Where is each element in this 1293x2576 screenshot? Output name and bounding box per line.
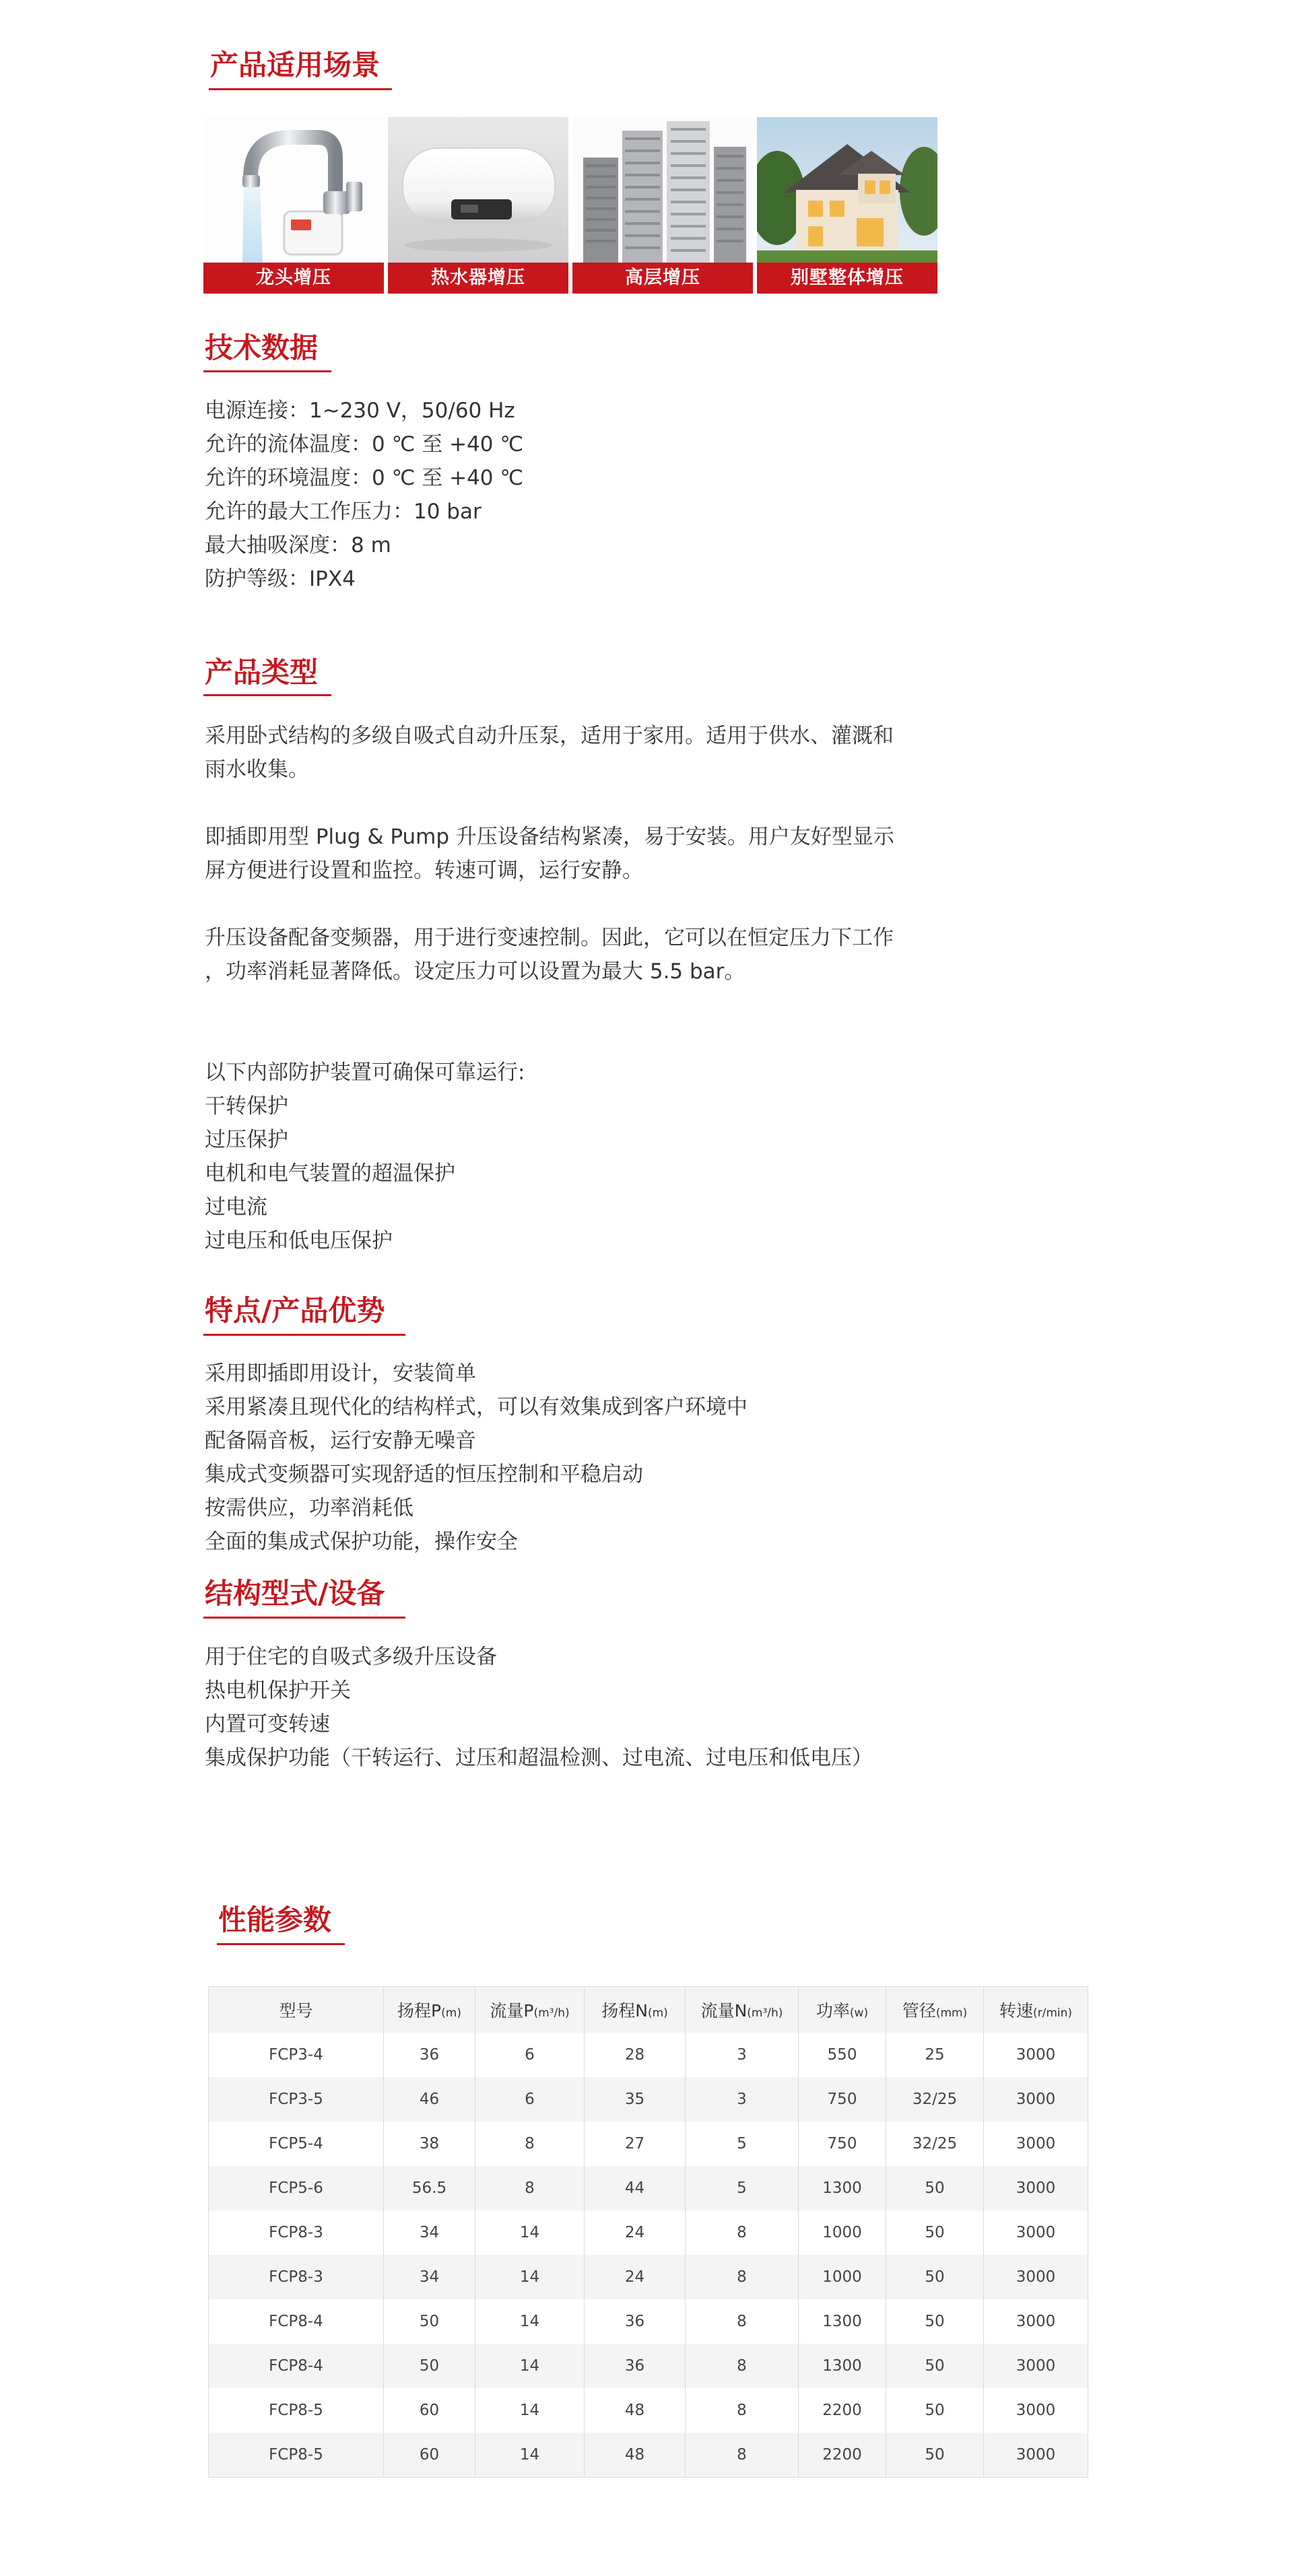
column-header: 扬程N(m) (585, 1987, 686, 2033)
table-cell: 48 (585, 2388, 686, 2433)
table-cell: 2200 (799, 2388, 886, 2433)
table-cell: 44 (585, 2166, 686, 2210)
column-header: 扬程P(m) (384, 1987, 475, 2033)
table-cell: FCP8-5 (209, 2433, 384, 2478)
table-cell: 50 (886, 2210, 984, 2255)
protection-list (205, 1056, 979, 1258)
table-cell: 3000 (984, 2388, 1088, 2433)
features-title: 特点/产品优势 (205, 1294, 385, 1327)
structure-title: 结构型式/设备 (205, 1577, 385, 1610)
table-cell: 34 (384, 2210, 475, 2255)
table-cell: 8 (475, 2166, 585, 2210)
table-cell: 50 (886, 2433, 984, 2478)
table-cell: 550 (799, 2033, 886, 2077)
feature-item: 采用紧凑且现代化的结构样式，可以有效集成到客户环境中 (205, 1395, 748, 1419)
table-cell: 3000 (984, 2077, 1088, 2122)
product-type-title-underline (203, 694, 331, 696)
table-cell: 6 (475, 2077, 585, 2122)
table-cell: 36 (585, 2299, 686, 2344)
table-cell: 35 (585, 2077, 686, 2122)
table-cell: 750 (799, 2122, 886, 2166)
features-title-underline (203, 1334, 405, 1336)
scene-tile-villa (757, 117, 937, 294)
table-cell: 14 (475, 2210, 585, 2255)
product-type-paragraph-2 (205, 820, 979, 887)
paragraph-line: 升压设备配备变频器，用于进行变速控制。因此，它可以在恒定压力下工作 (205, 926, 894, 950)
feature-item: 按需供应，功率消耗低 (205, 1496, 413, 1520)
table-cell: 8 (686, 2255, 799, 2299)
table-cell: 3000 (984, 2255, 1088, 2299)
performance-title: 性能参数 (218, 1903, 332, 1936)
table-cell: 1300 (799, 2166, 886, 2210)
table-cell: 3000 (984, 2033, 1088, 2077)
tech-line: 电源连接：1~230 V，50/60 Hz (205, 399, 515, 423)
table-cell: FCP8-3 (209, 2210, 384, 2255)
table-row (209, 2433, 1088, 2478)
paragraph-line: ，功率消耗显著降低。设定压力可以设置为最大 5.5 bar。 (205, 959, 745, 984)
table-cell: FCP3-4 (209, 2033, 384, 2077)
table-cell: 8 (686, 2344, 799, 2388)
table-row (209, 2122, 1088, 2166)
table-cell: FCP8-4 (209, 2344, 384, 2388)
table-cell: 1300 (799, 2344, 886, 2388)
table-cell: 56.5 (384, 2166, 475, 2210)
structure-item: 热电机保护开关 (205, 1679, 351, 1703)
performance-table (208, 1986, 1088, 2478)
table-cell: FCP5-4 (209, 2122, 384, 2166)
table-cell: 3000 (984, 2433, 1088, 2478)
product-type-title: 产品类型 (205, 656, 319, 689)
tech-title: 技术数据 (205, 331, 319, 364)
column-header: 型号 (209, 1987, 384, 2033)
table-row (209, 2077, 1088, 2122)
scenes-title: 产品适用场景 (210, 48, 380, 81)
feature-item: 采用即插即用设计，安装简单 (205, 1361, 476, 1386)
column-header: 转速(r/min) (984, 1987, 1088, 2033)
table-cell: 25 (886, 2033, 984, 2077)
table-cell: 36 (384, 2033, 475, 2077)
column-header: 流量P(m³/h) (475, 1987, 585, 2033)
table-cell: 50 (886, 2299, 984, 2344)
table-cell: 24 (585, 2210, 686, 2255)
table-cell: FCP3-5 (209, 2077, 384, 2122)
table-cell: 8 (686, 2433, 799, 2478)
table-cell: 14 (475, 2344, 585, 2388)
table-cell: 750 (799, 2077, 886, 2122)
table-cell: 3 (686, 2033, 799, 2077)
tech-line: 最大抽吸深度：8 m (205, 533, 391, 557)
table-cell: 32/25 (886, 2122, 984, 2166)
table-cell: 1000 (799, 2210, 886, 2255)
paragraph-line: 采用卧式结构的多级自吸式自动升压泵，适用于家用。适用于供水、灌溉和 (205, 724, 894, 748)
table-cell: FCP8-5 (209, 2388, 384, 2433)
table-header-row (209, 1987, 1088, 2033)
table-cell: 8 (475, 2122, 585, 2166)
paragraph-line: 屏方便进行设置和监控。转速可调，运行安静。 (205, 858, 643, 883)
scene-tile-water-heater (388, 117, 568, 294)
faucet-image (203, 117, 384, 263)
table-cell: 3000 (984, 2344, 1088, 2388)
scene-label-water-heater: 热水器增压 (388, 263, 568, 294)
table-row (209, 2033, 1088, 2077)
structure-item: 用于住宅的自吸式多级升压设备 (205, 1645, 497, 1669)
table-cell: 60 (384, 2388, 475, 2433)
table-cell: 50 (886, 2166, 984, 2210)
table-cell: 38 (384, 2122, 475, 2166)
high-rise-image (572, 117, 753, 263)
scene-label-villa: 别墅整体增压 (757, 263, 937, 294)
table-row (209, 2166, 1088, 2210)
table-cell: 1300 (799, 2299, 886, 2344)
table-cell: 8 (686, 2299, 799, 2344)
table-cell: 5 (686, 2166, 799, 2210)
table-cell: 50 (886, 2255, 984, 2299)
table-cell: 14 (475, 2388, 585, 2433)
tech-line: 允许的最大工作压力：10 bar (205, 500, 482, 524)
tech-title-underline (203, 370, 331, 372)
table-cell: 14 (475, 2299, 585, 2344)
scene-label-high-rise: 高层增压 (572, 263, 753, 294)
table-cell: 3000 (984, 2299, 1088, 2344)
table-cell: 14 (475, 2255, 585, 2299)
table-cell: 14 (475, 2433, 585, 2478)
table-cell: 48 (585, 2433, 686, 2478)
structure-title-underline (203, 1617, 405, 1619)
table-cell: 28 (585, 2033, 686, 2077)
table-cell: 3000 (984, 2166, 1088, 2210)
table-cell: 50 (384, 2344, 475, 2388)
table-cell: 50 (886, 2344, 984, 2388)
scenes-title-underline (209, 88, 392, 90)
performance-title-underline (217, 1943, 345, 1945)
table-cell: 6 (475, 2033, 585, 2077)
product-type-paragraph-3 (205, 921, 979, 988)
paragraph-line: 即插即用型 Plug & Pump 升压设备结构紧凑，易于安装。用户友好型显示 (205, 825, 894, 849)
table-cell: 2200 (799, 2433, 886, 2478)
table-row (209, 2388, 1088, 2433)
tech-line: 允许的环境温度：0 ℃ 至 +40 ℃ (205, 466, 524, 490)
water-heater-image (388, 117, 568, 263)
table-cell: 24 (585, 2255, 686, 2299)
table-cell: 32/25 (886, 2077, 984, 2122)
feature-item: 集成式变频器可实现舒适的恒压控制和平稳启动 (205, 1462, 643, 1487)
column-header: 管径(mm) (886, 1987, 984, 2033)
table-cell: FCP5-6 (209, 2166, 384, 2210)
column-header: 流量N(m³/h) (686, 1987, 799, 2033)
table-cell: 27 (585, 2122, 686, 2166)
tech-line: 防护等级：IPX4 (205, 567, 356, 591)
protection-item: 过电流 (205, 1195, 267, 1219)
structure-item: 内置可变转速 (205, 1712, 330, 1736)
product-type-paragraph-1 (205, 719, 979, 786)
feature-item: 配备隔音板，运行安静无噪音 (205, 1429, 476, 1453)
table-cell: 50 (886, 2388, 984, 2433)
table-cell: 3000 (984, 2210, 1088, 2255)
protection-item: 过电压和低电压保护 (205, 1229, 393, 1253)
structure-item: 集成保护功能（干转运行、过压和超温检测、过电流、过电压和低电压） (205, 1746, 873, 1770)
table-cell: 8 (686, 2210, 799, 2255)
protection-item: 电机和电气装置的超温保护 (205, 1161, 455, 1186)
table-cell: 36 (585, 2344, 686, 2388)
protection-intro: 以下内部防护装置可确保可靠运行: (205, 1060, 525, 1085)
structure-list (205, 1640, 979, 1775)
protection-item: 过压保护 (205, 1128, 288, 1152)
table-cell: 1000 (799, 2255, 886, 2299)
table-row (209, 2344, 1088, 2388)
table-cell: 3000 (984, 2122, 1088, 2166)
tech-line: 允许的流体温度：0 ℃ 至 +40 ℃ (205, 432, 524, 456)
table-cell: FCP8-3 (209, 2255, 384, 2299)
feature-item: 全面的集成式保护功能，操作安全 (205, 1530, 518, 1554)
scene-label-faucet: 龙头增压 (203, 263, 384, 294)
table-cell: FCP8-4 (209, 2299, 384, 2344)
table-cell: 60 (384, 2433, 475, 2478)
column-header: 功率(w) (799, 1987, 886, 2033)
features-list (205, 1357, 979, 1559)
table-cell: 8 (686, 2388, 799, 2433)
table-cell: 46 (384, 2077, 475, 2122)
table-row (209, 2299, 1088, 2344)
table-cell: 34 (384, 2255, 475, 2299)
tech-specs (205, 394, 979, 596)
table-row (209, 2210, 1088, 2255)
scene-tile-faucet (203, 117, 384, 294)
table-cell: 5 (686, 2122, 799, 2166)
table-cell: 50 (384, 2299, 475, 2344)
table-row (209, 2255, 1088, 2299)
villa-image (757, 117, 937, 263)
paragraph-line: 雨水收集。 (205, 757, 309, 782)
table-cell: 3 (686, 2077, 799, 2122)
protection-item: 干转保护 (205, 1094, 288, 1118)
scene-tile-high-rise (572, 117, 753, 294)
